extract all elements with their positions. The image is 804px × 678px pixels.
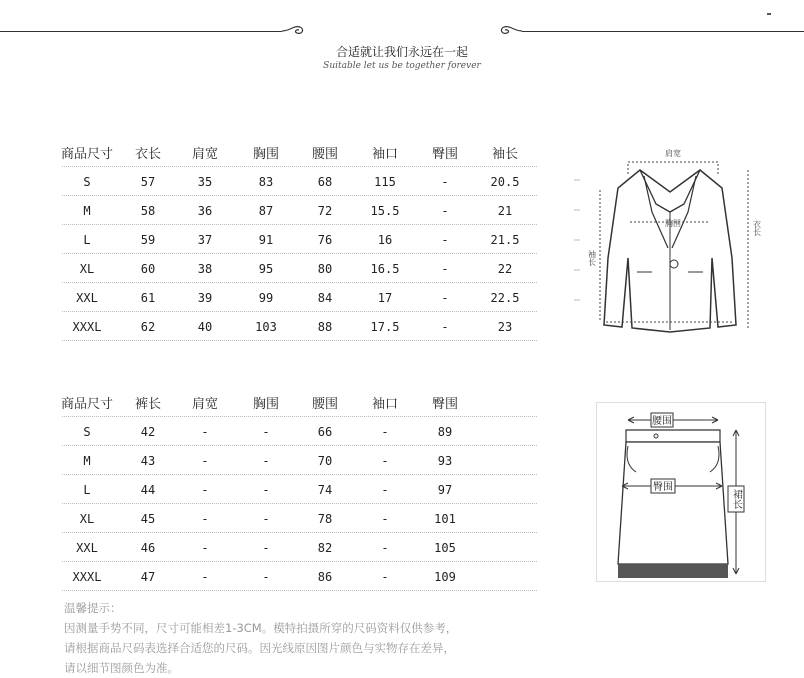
column-header: 腰围 — [311, 396, 338, 412]
table-cell: - — [201, 569, 209, 584]
chest-label: 胸围 — [665, 219, 681, 228]
table-cell: 86 — [317, 569, 333, 584]
column-header: 臀围 — [431, 396, 458, 412]
table-cell: 16 — [377, 232, 393, 247]
table-cell: 60 — [140, 261, 156, 276]
table-cell: 37 — [197, 232, 213, 247]
table-cell: 43 — [140, 453, 156, 468]
table-cell: - — [201, 424, 209, 439]
table-cell: - — [441, 290, 449, 305]
size-table-bottom — [62, 387, 537, 591]
table-cell: 22 — [497, 261, 513, 276]
table-cell: - — [441, 261, 449, 276]
table-cell: 22.5 — [490, 290, 520, 305]
table-cell: - — [381, 424, 389, 439]
row-divider — [62, 340, 537, 341]
table-cell: 99 — [258, 290, 274, 305]
hip-label: 臀围 — [653, 482, 673, 493]
page-title: 合适就让我们永远在一起 — [335, 45, 468, 59]
table-row — [62, 562, 537, 591]
table-cell: 59 — [140, 232, 156, 247]
table-cell: - — [381, 540, 389, 555]
table-header-row — [62, 137, 537, 167]
table-cell: 103 — [255, 319, 277, 334]
table-cell: - — [381, 453, 389, 468]
table-cell: XXXL — [72, 319, 102, 334]
table-cell: 87 — [258, 203, 274, 218]
table-cell: L — [83, 232, 91, 247]
table-cell: 74 — [317, 482, 333, 497]
table-cell: 21.5 — [490, 232, 520, 247]
column-header: 胸围 — [252, 146, 279, 162]
column-header: 胸围 — [252, 396, 279, 412]
notes-line: 请根据商品尺码表选择合适您的尺码。因光线原因图片颜色与实物存在差异， — [64, 641, 455, 655]
table-cell: 88 — [317, 319, 333, 334]
notes-line: 因测量手势不同，尺寸可能相差1-3CM。模特拍摄所穿的尺码资料仅供参考， — [64, 621, 458, 635]
table-cell: XXL — [76, 290, 98, 305]
table-cell: 21 — [497, 203, 513, 218]
table-cell: 82 — [317, 540, 333, 555]
column-header: 商品尺寸 — [60, 146, 113, 162]
notes — [64, 598, 457, 678]
table-cell: 109 — [434, 569, 456, 584]
table-cell: 36 — [197, 203, 213, 218]
table-cell: 78 — [317, 511, 333, 526]
table-cell: - — [262, 569, 270, 584]
table-cell: 47 — [140, 569, 156, 584]
table-cell: M — [83, 203, 91, 218]
column-header: 肩宽 — [191, 396, 218, 412]
table-cell: L — [83, 482, 91, 497]
table-cell: 23 — [497, 319, 513, 334]
skirt-length-label: 裙长 — [730, 489, 742, 509]
table-cell: 45 — [140, 511, 156, 526]
length-label: 衣长 — [752, 220, 762, 236]
table-cell: - — [201, 511, 209, 526]
table-row — [62, 196, 537, 225]
table-cell: - — [441, 203, 449, 218]
size-table-top — [62, 137, 537, 341]
table-cell: 46 — [140, 540, 156, 555]
table-cell: - — [262, 511, 270, 526]
table-cell: 38 — [197, 261, 213, 276]
table-cell: 84 — [317, 290, 333, 305]
table-row — [62, 417, 537, 446]
column-header: 商品尺寸 — [60, 396, 113, 412]
sleeve-label: 袖长 — [587, 250, 597, 266]
table-cell: 35 — [197, 174, 213, 189]
table-cell: 17.5 — [370, 319, 400, 334]
ornament-right-icon — [496, 22, 522, 40]
table-header-row — [62, 387, 537, 417]
jacket-diagram — [570, 140, 770, 340]
table-cell: - — [441, 319, 449, 334]
table-row — [62, 254, 537, 283]
table-row — [62, 475, 537, 504]
table-cell: 57 — [140, 174, 156, 189]
table-row — [62, 446, 537, 475]
table-cell: 101 — [434, 511, 456, 526]
table-cell: 115 — [374, 174, 396, 189]
table-cell: 83 — [258, 174, 274, 189]
table-cell: - — [262, 482, 270, 497]
column-header: 腰围 — [311, 146, 338, 162]
column-header: 衣长 — [134, 146, 161, 162]
table-cell: 39 — [197, 290, 213, 305]
column-header: 肩宽 — [191, 146, 218, 162]
table-cell: 97 — [437, 482, 453, 497]
table-row — [62, 283, 537, 312]
ornament-left-icon — [282, 22, 308, 40]
row-divider — [62, 590, 537, 591]
table-cell: 70 — [317, 453, 333, 468]
table-cell: 40 — [197, 319, 213, 334]
table-cell: 58 — [140, 203, 156, 218]
table-cell: - — [381, 511, 389, 526]
table-cell: - — [201, 482, 209, 497]
column-header: 裤长 — [134, 396, 161, 412]
table-cell: 15.5 — [370, 203, 400, 218]
table-cell: - — [381, 569, 389, 584]
table-row — [62, 533, 537, 562]
table-cell: - — [381, 482, 389, 497]
table-cell: 61 — [140, 290, 156, 305]
table-cell: 17 — [377, 290, 393, 305]
table-cell: XXXL — [72, 569, 102, 584]
table-cell: - — [201, 540, 209, 555]
column-header: 袖长 — [491, 146, 518, 162]
table-cell: 62 — [140, 319, 156, 334]
table-cell: 20.5 — [490, 174, 520, 189]
table-row — [62, 504, 537, 533]
table-cell: 44 — [140, 482, 156, 497]
table-cell: S — [83, 174, 91, 189]
table-cell: - — [262, 453, 270, 468]
table-cell: 16.5 — [370, 261, 400, 276]
skirt-diagram — [596, 402, 766, 582]
table-cell: 95 — [258, 261, 274, 276]
table-cell: XL — [79, 261, 95, 276]
table-cell: XL — [79, 511, 95, 526]
table-cell: XXL — [76, 540, 98, 555]
table-row — [62, 167, 537, 196]
table-cell: - — [262, 540, 270, 555]
table-row — [62, 225, 537, 254]
column-header: 袖口 — [371, 146, 398, 162]
column-header: 臀围 — [431, 146, 458, 162]
notes-title: 温馨提示： — [64, 601, 122, 615]
table-cell: - — [441, 232, 449, 247]
table-cell: 93 — [437, 453, 453, 468]
column-header: 袖口 — [371, 396, 398, 412]
table-cell: 105 — [434, 540, 456, 555]
table-cell: 76 — [317, 232, 333, 247]
table-cell: 91 — [258, 232, 274, 247]
table-cell: 72 — [317, 203, 333, 218]
shoulder-label: 肩宽 — [665, 149, 681, 158]
table-cell: 80 — [317, 261, 333, 276]
waist-label: 腰围 — [652, 416, 672, 427]
table-cell: S — [83, 424, 91, 439]
table-cell: - — [201, 453, 209, 468]
notes-line: 请以细节图颜色为准。 — [64, 661, 179, 675]
table-cell: 89 — [437, 424, 453, 439]
table-cell: 42 — [140, 424, 156, 439]
table-cell: - — [262, 424, 270, 439]
table-row — [62, 312, 537, 341]
page-subtitle: Suitable let us be together forever — [323, 61, 481, 71]
header-line-right — [522, 31, 804, 32]
table-cell: M — [83, 453, 91, 468]
header-line-left — [0, 31, 282, 32]
table-cell: - — [441, 174, 449, 189]
corner-dot — [767, 13, 771, 15]
table-cell: 68 — [317, 174, 333, 189]
table-cell: 66 — [317, 424, 333, 439]
